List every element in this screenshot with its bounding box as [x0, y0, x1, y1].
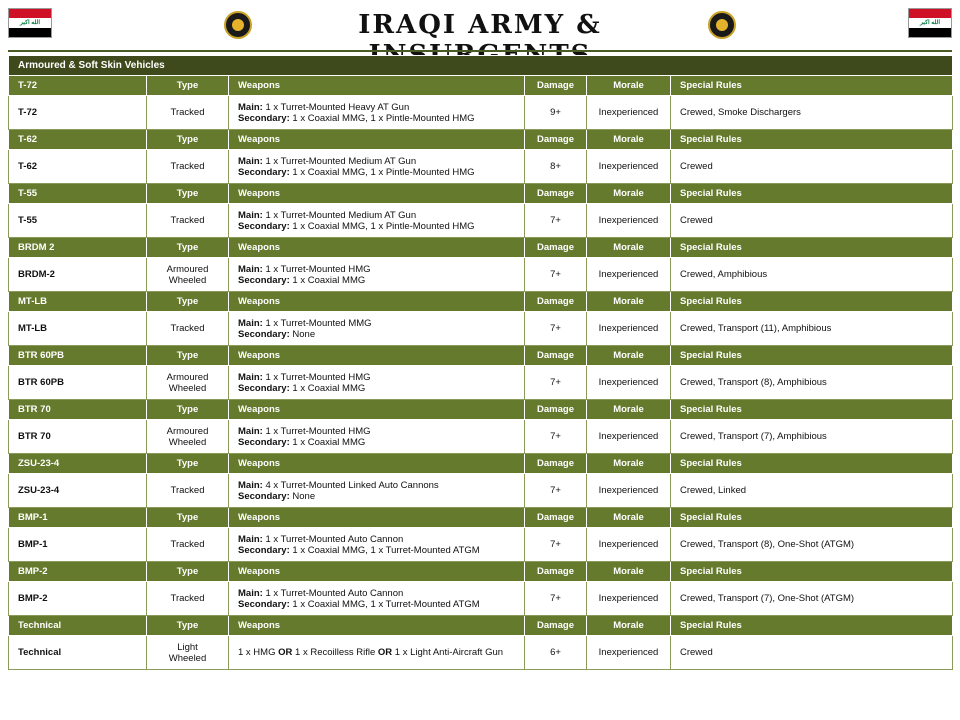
vehicle-header-row [9, 508, 953, 528]
vehicle-name: T-55 [9, 204, 147, 238]
vehicle-type-line2: Wheeled [168, 436, 207, 448]
vehicle-type-line2: Wheeled [168, 382, 207, 394]
vehicle-name: Technical [9, 636, 147, 670]
main-weapon-line [238, 318, 524, 329]
vehicle-morale: Inexperienced [587, 312, 671, 346]
secondary-weapon-line [238, 383, 524, 394]
main-weapon: 1 x Turret-Mounted HMG [265, 371, 371, 383]
vehicle-type: Tracked [147, 96, 229, 130]
vehicle-morale: Inexperienced [587, 204, 671, 238]
vehicle-weapons [229, 528, 525, 562]
vehicle-weapons [229, 96, 525, 130]
vehicle-header-name: BTR 70 [9, 400, 147, 420]
vehicle-header-name: T-62 [9, 130, 147, 150]
or-keyword: OR [278, 647, 293, 658]
main-weapon: 1 x Turret-Mounted HMG [265, 425, 371, 437]
vehicle-morale: Inexperienced [587, 636, 671, 670]
vehicle-special-rules: Crewed, Smoke Dischargers [671, 96, 953, 130]
vehicle-stats-row [9, 96, 953, 130]
page-title: IRAQI ARMY & [358, 10, 602, 40]
header-divider [8, 50, 952, 52]
vehicle-header-name: ZSU-23-4 [9, 454, 147, 474]
eagle-emblem-icon-left [224, 11, 252, 39]
main-weapon: 1 x Turret-Mounted Medium AT Gun [265, 209, 417, 221]
special-rules-column-label: Special Rules [671, 292, 953, 312]
secondary-weapon-line [238, 329, 524, 340]
weapon-option: 1 x Light Anti-Aircraft Gun [394, 647, 504, 658]
morale-column-label: Morale [587, 562, 671, 582]
vehicle-type [147, 258, 229, 292]
vehicle-stats-row [9, 636, 953, 670]
main-weapon-line [238, 264, 524, 275]
vehicle-damage: 7+ [525, 528, 587, 562]
vehicle-special-rules: Crewed, Transport (11), Amphibious [671, 312, 953, 346]
main-label: Main: [238, 479, 263, 491]
vehicle-name: T-72 [9, 96, 147, 130]
morale-column-label: Morale [587, 346, 671, 366]
main-label: Main: [238, 101, 263, 113]
main-weapon: 1 x Turret-Mounted HMG [265, 263, 371, 275]
main-weapon-line [238, 480, 524, 491]
damage-column-label: Damage [525, 292, 587, 312]
weapons-column-label: Weapons [229, 130, 525, 150]
damage-column-label: Damage [525, 616, 587, 636]
vehicle-name: ZSU-23-4 [9, 474, 147, 508]
secondary-label: Secondary: [238, 274, 290, 286]
vehicle-damage: 9+ [525, 96, 587, 130]
weapons-column-label: Weapons [229, 346, 525, 366]
secondary-label: Secondary: [238, 598, 290, 610]
special-rules-column-label: Special Rules [671, 616, 953, 636]
vehicle-header-row [9, 346, 953, 366]
vehicle-header-row [9, 76, 953, 96]
vehicle-stats-row [9, 420, 953, 454]
type-column-label: Type [147, 616, 229, 636]
vehicle-weapons [229, 312, 525, 346]
vehicle-stats-row [9, 528, 953, 562]
vehicle-damage: 6+ [525, 636, 587, 670]
damage-column-label: Damage [525, 130, 587, 150]
weapons-column-label: Weapons [229, 508, 525, 528]
vehicle-morale: Inexperienced [587, 474, 671, 508]
or-keyword: OR [377, 647, 393, 658]
vehicle-weapons [229, 366, 525, 400]
vehicle-damage: 8+ [525, 150, 587, 184]
vehicle-weapons [229, 204, 525, 238]
vehicle-header-name: Technical [9, 616, 147, 636]
vehicle-type: Tracked [147, 582, 229, 616]
vehicle-type: Tracked [147, 474, 229, 508]
vehicle-stats-row [9, 204, 953, 238]
secondary-weapon: 1 x Coaxial MMG, 1 x Turret-Mounted ATGM [292, 544, 480, 556]
vehicle-stats-row [9, 312, 953, 346]
vehicle-weapons [229, 636, 525, 670]
vehicle-morale: Inexperienced [587, 258, 671, 292]
main-label: Main: [238, 425, 263, 437]
vehicle-type-line1: Light [177, 641, 198, 653]
main-label: Main: [238, 587, 263, 599]
vehicle-name: BTR 60PB [9, 366, 147, 400]
type-column-label: Type [147, 76, 229, 96]
secondary-label: Secondary: [238, 328, 290, 340]
morale-column-label: Morale [587, 292, 671, 312]
vehicle-stats-row [9, 582, 953, 616]
vehicle-special-rules: Crewed [671, 150, 953, 184]
vehicle-type [147, 366, 229, 400]
special-rules-column-label: Special Rules [671, 130, 953, 150]
type-column-label: Type [147, 400, 229, 420]
vehicle-header-row [9, 562, 953, 582]
secondary-weapon-line [238, 599, 524, 610]
vehicle-morale: Inexperienced [587, 96, 671, 130]
vehicle-header-row [9, 400, 953, 420]
secondary-label: Secondary: [238, 544, 290, 556]
vehicle-type: Tracked [147, 312, 229, 346]
secondary-label: Secondary: [238, 436, 290, 448]
vehicle-header-row [9, 238, 953, 258]
vehicle-name: BRDM-2 [9, 258, 147, 292]
secondary-weapon-line [238, 275, 524, 286]
main-weapon: 1 x Turret-Mounted Auto Cannon [265, 533, 404, 545]
vehicle-damage: 7+ [525, 474, 587, 508]
secondary-weapon: 1 x Coaxial MMG [292, 274, 366, 286]
special-rules-column-label: Special Rules [671, 508, 953, 528]
vehicle-special-rules: Crewed, Linked [671, 474, 953, 508]
vehicle-stats-row [9, 474, 953, 508]
type-column-label: Type [147, 508, 229, 528]
main-weapon-line [238, 588, 524, 599]
vehicle-damage: 7+ [525, 420, 587, 454]
main-label: Main: [238, 209, 263, 221]
damage-column-label: Damage [525, 508, 587, 528]
morale-column-label: Morale [587, 454, 671, 474]
main-weapon-line [238, 372, 524, 383]
vehicle-stats-row [9, 150, 953, 184]
main-label: Main: [238, 371, 263, 383]
special-rules-column-label: Special Rules [671, 454, 953, 474]
vehicle-weapons [229, 474, 525, 508]
vehicle-type [147, 420, 229, 454]
damage-column-label: Damage [525, 454, 587, 474]
vehicle-header-name: BRDM 2 [9, 238, 147, 258]
damage-column-label: Damage [525, 346, 587, 366]
iraq-flag-left [8, 8, 52, 38]
vehicle-header-row [9, 292, 953, 312]
vehicle-name: MT-LB [9, 312, 147, 346]
special-rules-column-label: Special Rules [671, 238, 953, 258]
weapons-column-label: Weapons [229, 292, 525, 312]
weapon-option: 1 x HMG [238, 647, 276, 658]
vehicle-name: BMP-2 [9, 582, 147, 616]
type-column-label: Type [147, 292, 229, 312]
eagle-emblem-icon-right [708, 11, 736, 39]
main-weapon-line [238, 156, 524, 167]
weapons-column-label: Weapons [229, 76, 525, 96]
vehicle-type: Tracked [147, 528, 229, 562]
weapon-option: 1 x Recoilless Rifle [295, 647, 376, 658]
vehicle-special-rules: Crewed, Amphibious [671, 258, 953, 292]
vehicle-special-rules: Crewed, Transport (7), Amphibious [671, 420, 953, 454]
vehicle-special-rules: Crewed, Transport (7), One-Shot (ATGM) [671, 582, 953, 616]
type-column-label: Type [147, 562, 229, 582]
vehicle-header-row [9, 184, 953, 204]
secondary-weapon: 1 x Coaxial MMG, 1 x Pintle-Mounted HMG [292, 166, 475, 178]
vehicle-morale: Inexperienced [587, 366, 671, 400]
secondary-weapon-line [238, 437, 524, 448]
type-column-label: Type [147, 130, 229, 150]
vehicle-stats-row [9, 366, 953, 400]
secondary-weapon: 1 x Coaxial MMG, 1 x Pintle-Mounted HMG [292, 112, 475, 124]
vehicle-morale: Inexperienced [587, 420, 671, 454]
vehicle-weapons [229, 258, 525, 292]
type-column-label: Type [147, 346, 229, 366]
type-column-label: Type [147, 454, 229, 474]
vehicle-type [147, 636, 229, 670]
flag-inscription: الله اكبر [19, 20, 40, 27]
vehicle-weapons [229, 150, 525, 184]
main-weapon-line [238, 534, 524, 545]
weapons-column-label: Weapons [229, 400, 525, 420]
vehicle-morale: Inexperienced [587, 582, 671, 616]
vehicle-weapons [229, 582, 525, 616]
main-weapon-line [238, 426, 524, 437]
secondary-label: Secondary: [238, 166, 290, 178]
vehicle-special-rules: Crewed, Transport (8), One-Shot (ATGM) [671, 528, 953, 562]
vehicle-name: BMP-1 [9, 528, 147, 562]
type-column-label: Type [147, 184, 229, 204]
vehicle-type-line2: Wheeled [168, 652, 207, 664]
damage-column-label: Damage [525, 400, 587, 420]
vehicle-special-rules: Crewed, Transport (8), Amphibious [671, 366, 953, 400]
vehicle-name: T-62 [9, 150, 147, 184]
vehicle-type: Tracked [147, 204, 229, 238]
vehicle-special-rules: Crewed [671, 636, 953, 670]
vehicle-type: Tracked [147, 150, 229, 184]
main-label: Main: [238, 155, 263, 167]
section-title: Armoured & Soft Skin Vehicles [9, 56, 953, 76]
main-weapon-line [238, 210, 524, 221]
weapons-column-label: Weapons [229, 616, 525, 636]
vehicle-damage: 7+ [525, 312, 587, 346]
vehicle-header-name: MT-LB [9, 292, 147, 312]
vehicle-damage: 7+ [525, 204, 587, 238]
vehicle-type-line1: Armoured [166, 425, 209, 437]
secondary-weapon: 1 x Coaxial MMG [292, 436, 366, 448]
secondary-weapon: None [292, 490, 316, 502]
vehicle-stats-row [9, 258, 953, 292]
vehicle-morale: Inexperienced [587, 150, 671, 184]
special-rules-column-label: Special Rules [671, 346, 953, 366]
vehicle-header-name: BMP-1 [9, 508, 147, 528]
main-weapon: 4 x Turret-Mounted Linked Auto Cannons [265, 479, 439, 491]
section-header [9, 56, 953, 76]
morale-column-label: Morale [587, 508, 671, 528]
secondary-weapon: 1 x Coaxial MMG, 1 x Pintle-Mounted HMG [292, 220, 475, 232]
secondary-weapon-line [238, 545, 524, 556]
weapons-column-label: Weapons [229, 454, 525, 474]
vehicle-header-name: BTR 60PB [9, 346, 147, 366]
vehicle-type-line1: Armoured [166, 371, 209, 383]
morale-column-label: Morale [587, 76, 671, 96]
damage-column-label: Damage [525, 184, 587, 204]
secondary-weapon: 1 x Coaxial MMG, 1 x Turret-Mounted ATGM [292, 598, 480, 610]
secondary-label: Secondary: [238, 490, 290, 502]
main-weapon: 1 x Turret-Mounted Heavy AT Gun [265, 101, 410, 113]
vehicle-name: BTR 70 [9, 420, 147, 454]
special-rules-column-label: Special Rules [671, 562, 953, 582]
page-header [0, 0, 960, 52]
weapons-column-label: Weapons [229, 562, 525, 582]
iraq-flag-right [908, 8, 952, 38]
main-weapon: 1 x Turret-Mounted Auto Cannon [265, 587, 404, 599]
vehicle-header-name: T-55 [9, 184, 147, 204]
vehicle-morale: Inexperienced [587, 528, 671, 562]
secondary-weapon-line [238, 167, 524, 178]
main-label: Main: [238, 317, 263, 329]
secondary-label: Secondary: [238, 112, 290, 124]
damage-column-label: Damage [525, 562, 587, 582]
special-rules-column-label: Special Rules [671, 400, 953, 420]
morale-column-label: Morale [587, 238, 671, 258]
vehicle-header-name: T-72 [9, 76, 147, 96]
vehicle-special-rules: Crewed [671, 204, 953, 238]
vehicle-weapons [229, 420, 525, 454]
vehicle-type-line1: Armoured [166, 263, 209, 275]
special-rules-column-label: Special Rules [671, 184, 953, 204]
main-weapon-line [238, 102, 524, 113]
secondary-label: Secondary: [238, 382, 290, 394]
main-weapon: 1 x Turret-Mounted MMG [265, 317, 372, 329]
vehicle-damage: 7+ [525, 258, 587, 292]
flag-inscription: الله اكبر [919, 20, 940, 27]
special-rules-column-label: Special Rules [671, 76, 953, 96]
morale-column-label: Morale [587, 184, 671, 204]
secondary-weapon: 1 x Coaxial MMG [292, 382, 366, 394]
vehicle-damage: 7+ [525, 582, 587, 616]
secondary-weapon-line [238, 491, 524, 502]
damage-column-label: Damage [525, 238, 587, 258]
main-label: Main: [238, 533, 263, 545]
weapons-column-label: Weapons [229, 238, 525, 258]
morale-column-label: Morale [587, 130, 671, 150]
vehicle-header-row [9, 454, 953, 474]
vehicle-type-line2: Wheeled [168, 274, 207, 286]
secondary-label: Secondary: [238, 220, 290, 232]
main-label: Main: [238, 263, 263, 275]
morale-column-label: Morale [587, 616, 671, 636]
secondary-weapon-line [238, 221, 524, 232]
vehicle-header-row [9, 616, 953, 636]
vehicle-stats-table [8, 55, 953, 670]
type-column-label: Type [147, 238, 229, 258]
secondary-weapon: None [292, 328, 316, 340]
main-weapon: 1 x Turret-Mounted Medium AT Gun [265, 155, 417, 167]
vehicle-damage: 7+ [525, 366, 587, 400]
vehicle-header-name: BMP-2 [9, 562, 147, 582]
vehicle-header-row [9, 130, 953, 150]
weapons-column-label: Weapons [229, 184, 525, 204]
secondary-weapon-line [238, 113, 524, 124]
damage-column-label: Damage [525, 76, 587, 96]
morale-column-label: Morale [587, 400, 671, 420]
